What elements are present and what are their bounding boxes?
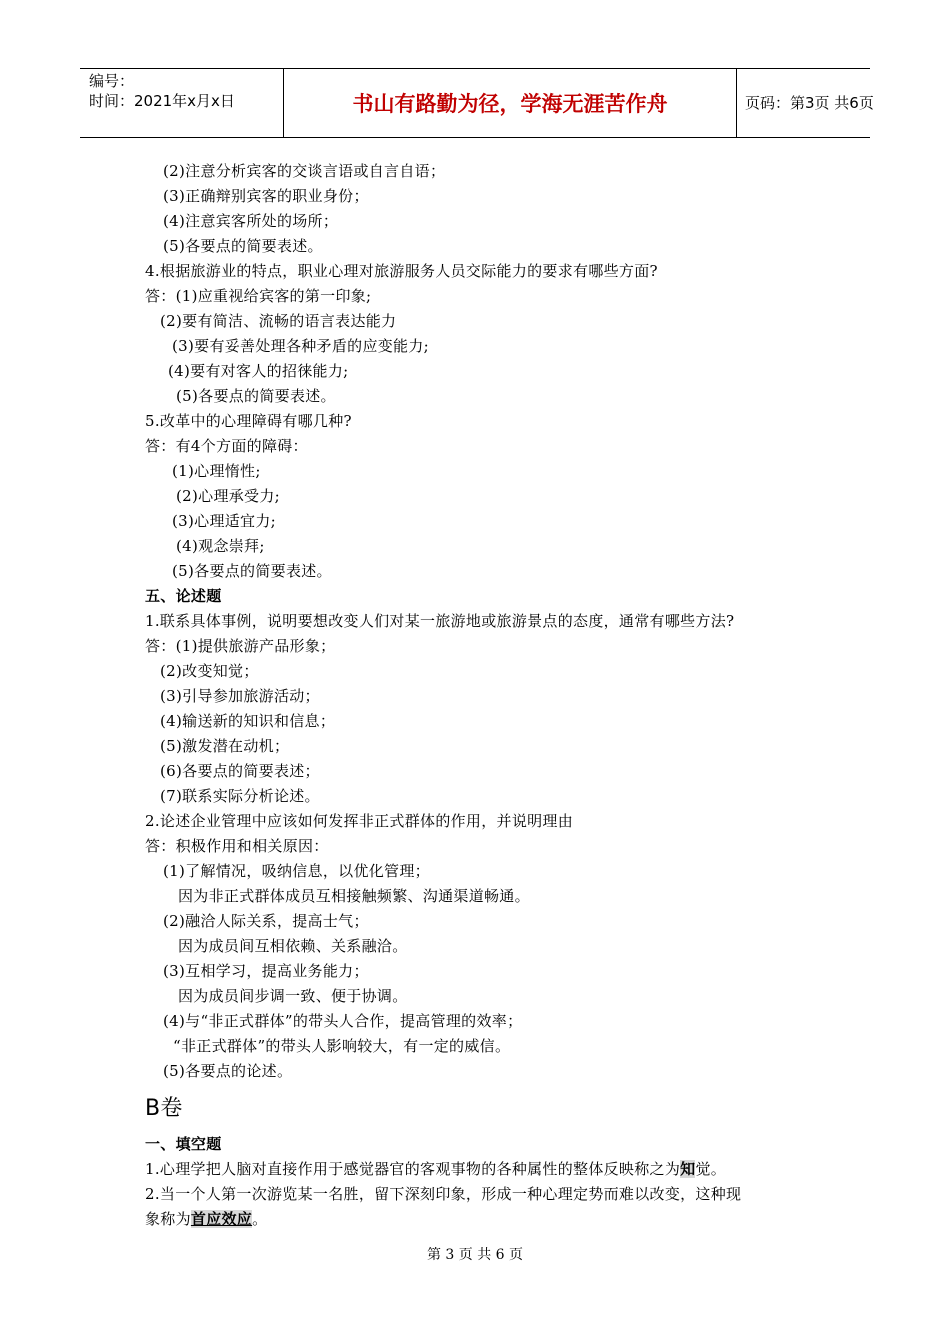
header-table — [80, 68, 874, 138]
header-left-cell — [80, 69, 283, 137]
text-line: (4)输送新的知识和信息； — [160, 712, 336, 730]
text-line: (5)各要点的简要表述。 — [172, 562, 332, 580]
text-line: (3)正确辩别宾客的职业身份； — [163, 187, 369, 205]
text-line: (4)与“非正式群体”的带头人合作，提高管理的效率； — [163, 1012, 523, 1030]
text-line: (3)要有妥善处理各种矛盾的应变能力; — [172, 337, 430, 355]
fill-question-1 — [145, 1160, 726, 1178]
text-line: (2)改变知觉； — [160, 662, 259, 680]
time-label: 时间：2021年x月x日 — [89, 92, 235, 110]
text-line: (2)注意分析宾客的交谈言语或自言自语； — [163, 162, 446, 180]
text-line: (3)心理适宜力; — [172, 512, 277, 530]
text-line: (2)融洽人际关系，提高士气； — [163, 912, 369, 930]
answer-highlight: 首应效应 — [190, 1210, 253, 1228]
text-line: (7)联系实际分析论述。 — [160, 787, 320, 805]
header-right-cell — [736, 69, 874, 137]
section-heading: 五、论述题 — [145, 587, 222, 605]
header-center-cell — [283, 69, 737, 137]
text-line: (3)互相学习，提高业务能力； — [163, 962, 369, 980]
answer-line: 答：(1)应重视给宾客的第一印象; — [145, 287, 372, 305]
volume-title: B卷 — [145, 1096, 183, 1121]
text-line: 因为成员间互相依赖、关系融洽。 — [178, 937, 408, 955]
header-page-info: 页码：第3页 共6页 — [745, 94, 874, 112]
text-line: (5)各要点的论述。 — [163, 1062, 293, 1080]
answer-line: 答：有4个方面的障碍： — [145, 437, 308, 455]
text-line: (6)各要点的简要表述； — [160, 762, 320, 780]
answer-highlight: 知 — [680, 1160, 696, 1178]
fill-question-2-line2 — [145, 1210, 267, 1228]
text-line: (4)要有对客人的招徕能力; — [168, 362, 349, 380]
text-line: (5)各要点的简要表述。 — [176, 387, 336, 405]
text-line: (5)激发潜在动机； — [160, 737, 290, 755]
question-line: 4.根据旅游业的特点，职业心理对旅游服务人员交际能力的要求有哪些方面? — [145, 262, 658, 280]
question-text: 象称为 — [145, 1210, 191, 1228]
text-line: 因为非正式群体成员互相接触频繁、沟通渠道畅通。 — [178, 887, 530, 905]
text-line: (4)注意宾客所处的场所； — [163, 212, 339, 230]
text-line: (4)观念崇拜; — [176, 537, 265, 555]
text-line: (3)引导参加旅游活动； — [160, 687, 320, 705]
text-line: (2)要有简洁、流畅的语言表达能力 — [160, 312, 397, 330]
text-line: (5)各要点的简要表述。 — [163, 237, 323, 255]
page-footer: 第 3 页 共 6 页 — [426, 1247, 524, 1263]
answer-line: 答：积极作用和相关原因： — [145, 837, 329, 855]
header-motto: 书山有路勤为径，学海无涯苦作舟 — [352, 92, 668, 116]
text-line: (1)心理惰性; — [172, 462, 261, 480]
text-line: (1)了解情况，吸纳信息，以优化管理； — [163, 862, 430, 880]
answer-line: 答：(1)提供旅游产品形象； — [145, 637, 336, 655]
fill-question-2-line1: 2.当一个人第一次游览某一名胜，留下深刻印象，形成一种心理定势而难以改变，这种现 — [145, 1185, 742, 1203]
question-text: 觉。 — [695, 1160, 727, 1178]
text-line: (2)心理承受力; — [176, 487, 281, 505]
question-line: 5.改革中的心理障碍有哪几种? — [145, 412, 352, 430]
question-text: 。 — [252, 1210, 268, 1228]
question-line: 1.联系具体事例，说明要想改变人们对某一旅游地或旅游景点的态度，通常有哪些方法? — [145, 612, 735, 630]
text-line: “非正式群体”的带头人影响较大，有一定的威信。 — [173, 1037, 511, 1055]
section-heading: 一、填空题 — [145, 1135, 222, 1153]
text-line: 因为成员间步调一致、便于协调。 — [178, 987, 408, 1005]
serial-label: 编号： — [89, 72, 135, 90]
question-text: 1.心理学把人脑对直接作用于感觉器官的客观事物的各种属性的整体反映称之为 — [145, 1160, 681, 1178]
question-line: 2.论述企业管理中应该如何发挥非正式群体的作用，并说明理由 — [145, 812, 574, 830]
